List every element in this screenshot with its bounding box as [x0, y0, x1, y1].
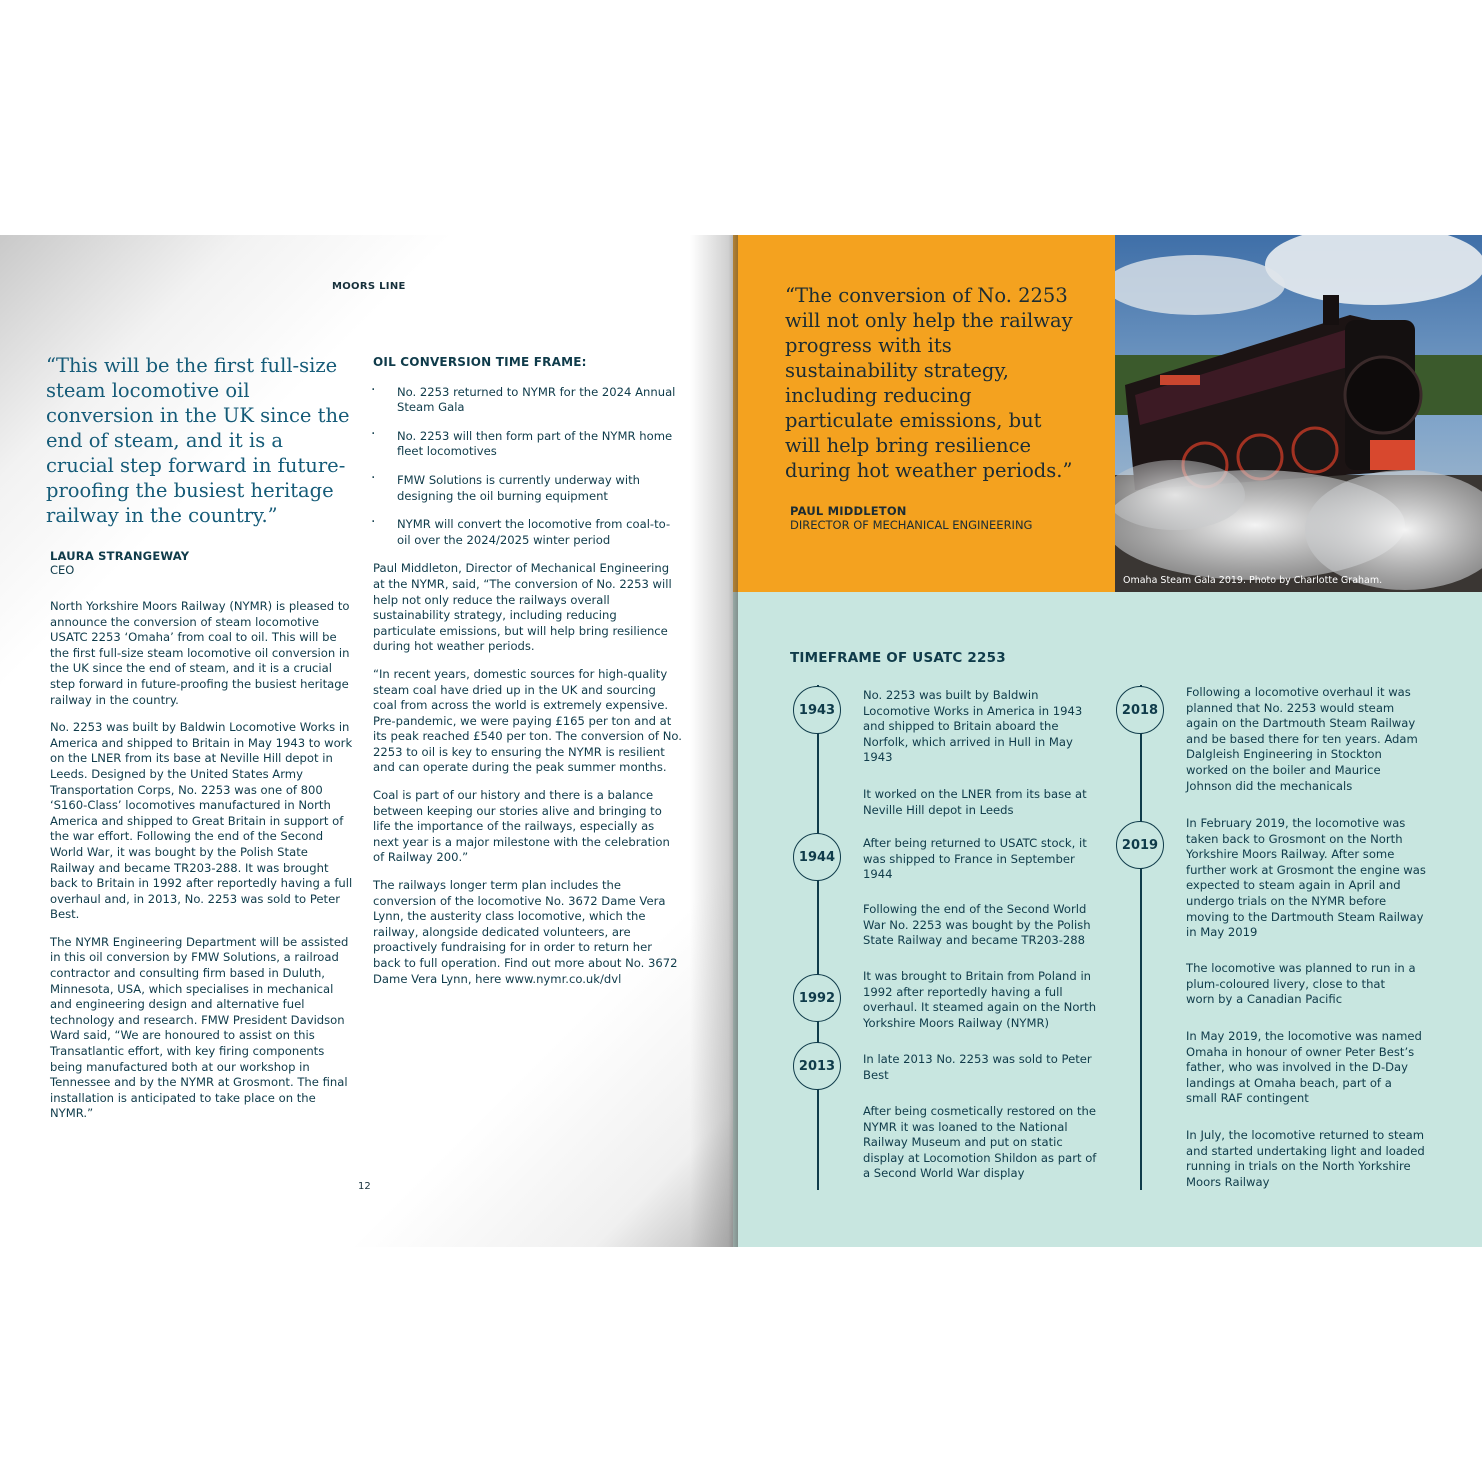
oil-conversion-list — [373, 385, 683, 549]
paragraph: No. 2253 was built by Baldwin Locomotive Works in America and shipped to Britain in May 1943 to work on the LNER from its base at Neville Hill depot in Leeds. Designed by the United States Army Transportation Corps, No. 2253 was one of 800 ‘S160-Class’ locomotives manufactured in North America and shipped to Great Britain in support of the war effort. Following the end of the Second World War, it was bought by the Polish State Railway and became TR203-288. It was brought back to Britain in 1992 after reportedly having a full overhaul and, in 2013, No. 2253 was sold to Peter Best. — [50, 720, 353, 922]
quote-panel — [733, 235, 1115, 592]
timeline-entry: In February 2019, the locomotive was taken back to Grosmont on the North Yorkshire Moors Railway. After some further work at Grosmont the engine was expected to steam again in April and undergo trials on the NYMR before moving to the Dartmouth Steam Railway in May 2019 — [1186, 816, 1426, 940]
steam-locomotive-illustration — [1115, 235, 1482, 592]
timeframe-title: TIMEFRAME OF USATC 2253 — [790, 650, 1006, 666]
paragraph: The NYMR Engineering Department will be assisted in this oil conversion by FMW Solutions, a railroad contractor and consulting firm based in Duluth, Minnesota, USA, which specialises in mechanical and engineering design and alternative fuel technology and research. FMW President Davidson Ward said, “We are honoured to assist on this Transatlantic effort, with key firing components being manufactured both at our workshop in Tennessee and by the NYMR at Grosmont. The final installation is anticipated to take place on the NYMR.” — [50, 934, 349, 1121]
year-badge-2019: 2019 — [1116, 821, 1164, 869]
locomotive-photo — [1115, 235, 1482, 592]
quote-attribution-left — [50, 549, 189, 577]
timeline-entry: In late 2013 No. 2253 was sold to Peter Best — [863, 1052, 1092, 1082]
year-badge-2018: 2018 — [1116, 686, 1164, 734]
year-badge-1992: 1992 — [793, 974, 841, 1022]
paragraph: “In recent years, domestic sources for high-quality steam coal have dried up in the UK and sourcing coal from across the world is extremely expensive. Pre-pandemic, we were paying £165 per ton and at its peak reached £540 per ton. The conversion of No. 2253 to oil is key to ensuring the NYMR is resilient and can operate during the peak summer months. — [373, 666, 682, 775]
timeline-entry: It worked on the LNER from its base at Neville Hill depot in Leeds — [863, 787, 1087, 817]
list-item: · NYMR will convert the locomotive from coal-to-oil over the 2024/2025 winter period — [373, 517, 683, 548]
attribution-name: PAUL MIDDLETON — [790, 504, 907, 518]
right-page — [733, 235, 1482, 1247]
quote-attribution-right — [790, 504, 1032, 532]
oil-conversion-heading: OIL CONVERSION TIME FRAME: — [373, 355, 587, 369]
page-number: 12 — [358, 1181, 371, 1192]
timeline-entry: In May 2019, the locomotive was named Omaha in honour of owner Peter Best’s father, who was involved in the D-Day landings at Omaha beach, part of a small RAF contingent — [1186, 1029, 1422, 1106]
list-item: · No. 2253 will then form part of the NYMR home fleet locomotives — [373, 429, 683, 460]
attribution-name: LAURA STRANGEWAY — [50, 549, 190, 563]
page-gutter-shadow — [690, 235, 738, 1247]
attribution-role: CEO — [50, 563, 75, 577]
paragraph: The railways longer term plan includes the conversion of the locomotive No. 3672 Dame Vera Lynn, the austerity class locomotive, which the railway, alongside dedicated volunteers, are proactively fundraising for in order to return her back to full operation. Find out more about No. 3672 Dame Vera Lynn, here www.nymr.co.uk/dvl — [373, 878, 678, 986]
running-head: MOORS LINE — [332, 281, 406, 292]
pull-quote-right: “The conversion of No. 2253 will not only help the railway progress with its sustainability strategy, including reducing particulate emissions, but will help bring resilience during hot weather periods.” — [785, 284, 1073, 482]
timeline-entry: The locomotive was planned to run in a plum-coloured livery, close to that worn by a Canadian Pacific — [1186, 961, 1416, 1007]
left-page — [0, 235, 733, 1247]
year-badge-1944: 1944 — [793, 833, 841, 881]
magazine-spread — [0, 235, 1482, 1247]
timeline-entry: After being returned to USATC stock, it was shipped to France in September 1944 — [863, 836, 1087, 882]
pull-quote-left: “This will be the first full-size steam locomotive oil conversion in the UK since the end of steam, and it is a crucial step forward in future-proofing the busiest heritage railway in the country.” — [46, 354, 350, 527]
paragraph: Paul Middleton, Director of Mechanical Engineering at the NYMR, said, “The conversion of No. 2253 will help not only reduce the railways overall sustainability strategy, including reducing particulate emissions, but will help bring resilience during hot weather periods. — [373, 561, 672, 654]
timeline-line-left — [817, 685, 819, 1190]
paragraph: North Yorkshire Moors Railway (NYMR) is pleased to announce the conversion of steam locomotive USATC 2253 ‘Omaha’ from coal to oil. This will be the first full-size steam locomotive oil conversion in the UK since the end of steam, and it is a crucial step forward in future-proofing the busiest heritage railway in the country. — [50, 599, 350, 707]
article-column-1 — [50, 599, 356, 1134]
timeline-line-right — [1140, 685, 1142, 1190]
timeline-entry: After being cosmetically restored on the NYMR it was loaned to the National Railway Museum and put on static display at Locomotion Shildon as part of a Second World War display — [863, 1104, 1097, 1181]
year-badge-2013: 2013 — [793, 1042, 841, 1090]
list-item: · No. 2253 returned to NYMR for the 2024 Annual Steam Gala — [373, 385, 683, 416]
timeline-entry: It was brought to Britain from Poland in 1992 after reportedly having a full overhaul. It steamed again on the North Yorkshire Moors Railway (NYMR) — [863, 969, 1097, 1030]
timeline-entry: Following a locomotive overhaul it was planned that No. 2253 would steam again on the Dartmouth Steam Railway and be based there for ten years. Adam Dalgleish Engineering in Stockton worked on the boiler and Maurice Johnson did the mechanicals — [1186, 685, 1418, 793]
timeline-entry: Following the end of the Second World War No. 2253 was bought by the Polish State Railway and became TR203-288 — [863, 902, 1091, 948]
timeline-entry: In July, the locomotive returned to steam and started undertaking light and loaded running in trials on the North Yorkshire Moors Railway — [1186, 1128, 1425, 1189]
paragraph: Coal is part of our history and there is a balance between keeping our stories alive and bringing to life the importance of the railways, especially as next year is a major milestone with the celebration of Railway 200.” — [373, 788, 670, 865]
timeline-entry: No. 2253 was built by Baldwin Locomotive Works in America in 1943 and shipped to Britain aboard the Norfolk, which arrived in Hull in May 1943 — [863, 688, 1083, 765]
attribution-role: DIRECTOR OF MECHANICAL ENGINEERING — [790, 518, 1033, 532]
photo-caption: Omaha Steam Gala 2019. Photo by Charlotte Graham. — [1123, 575, 1383, 586]
year-badge-1943: 1943 — [793, 686, 841, 734]
article-column-2 — [373, 355, 683, 999]
list-item: · FMW Solutions is currently underway with designing the oil burning equipment — [373, 473, 683, 504]
